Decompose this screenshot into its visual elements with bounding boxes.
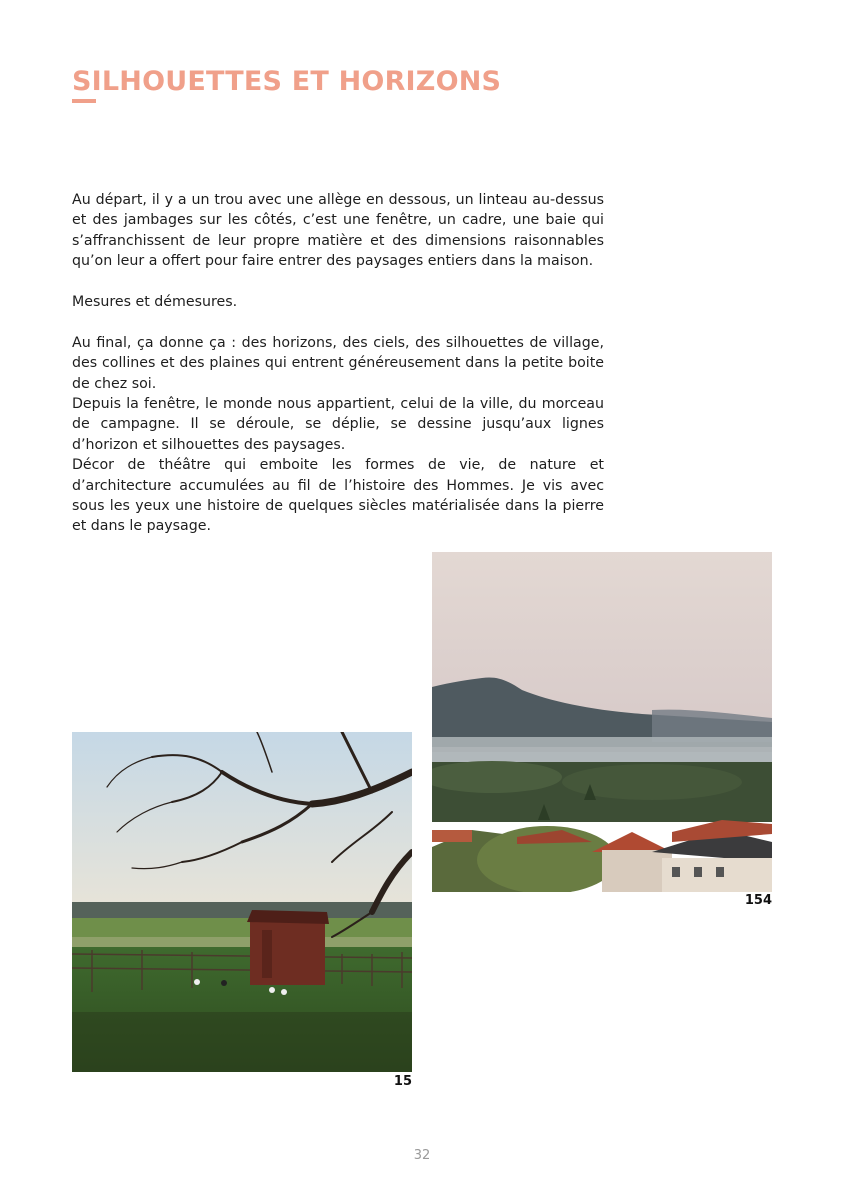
page-title: SILHOUETTES ET HORIZONS [72,66,502,97]
body-text [72,190,604,537]
paragraph: Au final, ça donne ça : des horizons, des ciels, des silhouettes de village, des collines et des plaines qui entrent généreusement dans la petite boite de chez soi. [72,334,604,392]
page-number: 32 [413,1148,431,1163]
paragraph: Depuis la fenêtre, le monde nous appartient, celui de la ville, du morceau de campagne. Il se déroule, se déplie, se dessine jusqu’aux lignes d’horizon et silhouettes des paysages. [72,396,604,453]
photo-caption: 15 [393,1074,412,1089]
photo-field-shed [72,732,412,1072]
paragraph: Décor de théâtre qui emboite les formes de vie, de nature et d’architecture accumulées au fil de l’histoire des Hommes. Je vis avec sous les yeux une histoire de quelques siècles matérialisée dans la pierre et dans le paysage. [72,457,604,535]
photo-hill-village [432,552,772,892]
paragraph: Mesures et démesures. [72,294,238,311]
photo-caption: 154 [744,893,772,908]
title-accent-bar [72,99,96,103]
paragraph: Au départ, il y a un trou avec une allège en dessous, un linteau au-dessus et des jambages sur les côtés, c’est une fenêtre, un cadre, une baie qui s’affranchissent de leur propre matière et des dimensions raisonnables qu’on leur a offert pour faire entrer des paysages entiers dans la maison. [72,192,604,270]
